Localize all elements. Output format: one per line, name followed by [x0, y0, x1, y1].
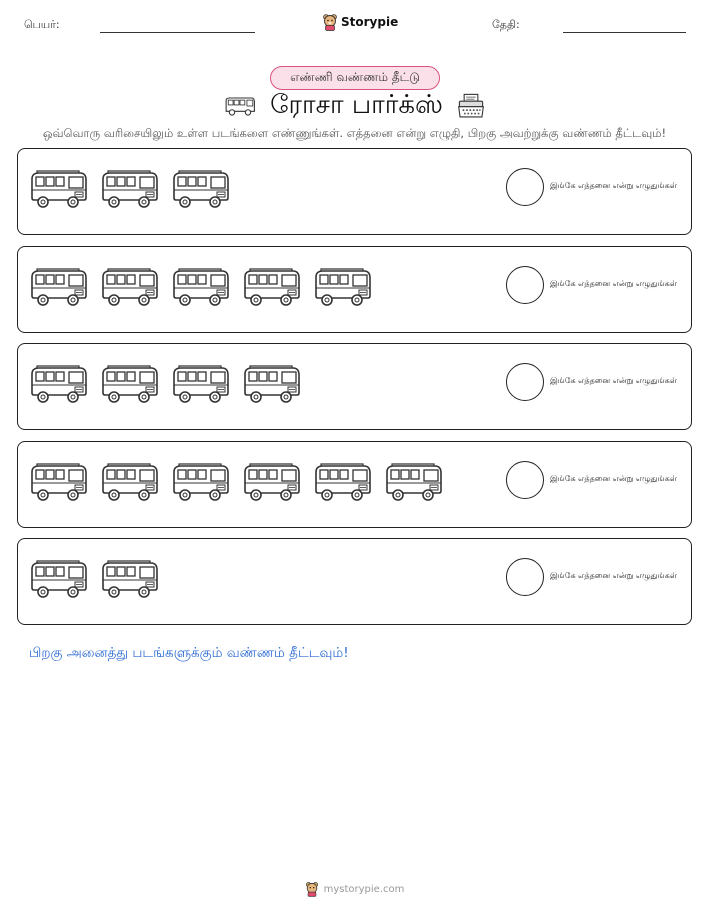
page-title: ரோசா பார்க்ஸ்	[270, 89, 443, 120]
bus-icon[interactable]	[100, 168, 160, 210]
brand-name: Storypie	[341, 15, 399, 29]
bus-icon	[224, 95, 256, 117]
picture-group	[29, 363, 302, 405]
activity-pill: எண்ணி வண்ணம் தீட்டு	[270, 66, 440, 90]
typewriter-icon	[457, 93, 485, 119]
title-row	[0, 88, 709, 124]
storypie-logo	[322, 12, 398, 32]
counting-row	[17, 538, 692, 625]
answer-circle[interactable]	[506, 266, 544, 304]
date-label: தேதி:	[492, 18, 520, 31]
bus-icon[interactable]	[100, 558, 160, 600]
counting-row	[17, 246, 692, 333]
bus-icon[interactable]	[313, 461, 373, 503]
bus-icon[interactable]	[29, 461, 89, 503]
bus-icon[interactable]	[171, 363, 231, 405]
bus-icon[interactable]	[242, 461, 302, 503]
answer-hint: இங்கே எத்தனை என்று எழுதுங்கள்	[550, 278, 677, 288]
instructions: ஒவ்வொரு வரிசையிலும் உள்ள படங்களை எண்ணுங்கள். எத்தனை என்று எழுதி, பிறகு அவற்றுக்கு வண்ணம் தீட்டவும்!	[42, 126, 667, 140]
bus-icon[interactable]	[100, 266, 160, 308]
picture-group	[29, 266, 373, 308]
bus-icon[interactable]	[29, 558, 89, 600]
answer-circle[interactable]	[506, 363, 544, 401]
answer-circle[interactable]	[506, 461, 544, 499]
counting-row	[17, 441, 692, 528]
counting-row	[17, 343, 692, 430]
bus-icon[interactable]	[171, 266, 231, 308]
picture-group	[29, 558, 160, 600]
picture-group	[29, 168, 231, 210]
bus-icon[interactable]	[100, 461, 160, 503]
bear-mascot-icon	[305, 881, 319, 897]
bus-icon[interactable]	[242, 363, 302, 405]
bear-mascot-icon	[322, 13, 338, 31]
bus-icon[interactable]	[100, 363, 160, 405]
counting-row	[17, 148, 692, 235]
bus-icon[interactable]	[242, 266, 302, 308]
footer-instruction: பிறகு அனைத்து படங்களுக்கும் வண்ணம் தீட்டவும்!	[29, 645, 349, 661]
bus-icon[interactable]	[171, 461, 231, 503]
name-line[interactable]	[100, 32, 255, 33]
site-url: mystorypie.com	[323, 883, 405, 895]
bus-icon[interactable]	[384, 461, 444, 503]
bus-icon[interactable]	[171, 168, 231, 210]
answer-hint: இங்கே எத்தனை என்று எழுதுங்கள்	[550, 571, 677, 580]
answer-circle[interactable]	[506, 168, 544, 206]
bus-icon[interactable]	[29, 266, 89, 308]
answer-hint: இங்கே எத்தனை என்று எழுதுங்கள்	[550, 473, 677, 483]
picture-group	[29, 461, 444, 503]
answer-hint: இங்கே எத்தனை என்று எழுதுங்கள்	[550, 181, 677, 190]
answer-circle[interactable]	[506, 558, 544, 596]
date-line[interactable]	[563, 32, 686, 33]
bus-icon[interactable]	[313, 266, 373, 308]
name-label: பெயர்:	[24, 18, 60, 31]
worksheet-header	[0, 0, 709, 50]
bus-icon[interactable]	[29, 168, 89, 210]
answer-hint: இங்கே எத்தனை என்று எழுதுங்கள்	[550, 376, 677, 385]
bus-icon[interactable]	[29, 363, 89, 405]
site-footer	[0, 880, 709, 898]
